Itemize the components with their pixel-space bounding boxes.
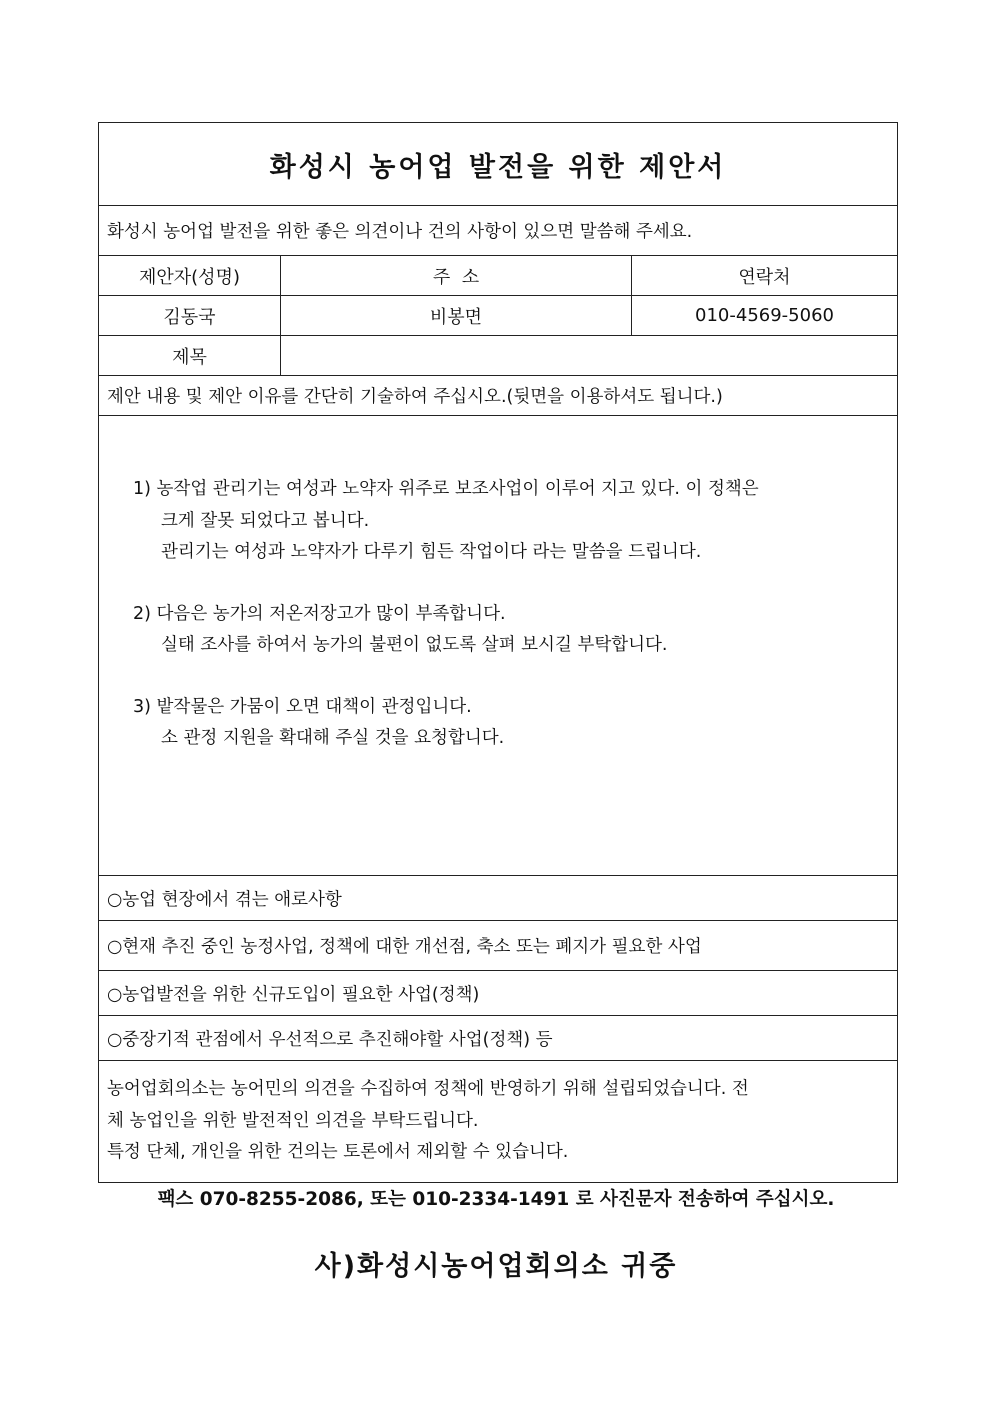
category-text: ○농업 현장에서 겪는 애로사항 — [107, 889, 342, 910]
value-row — [99, 295, 897, 335]
title-row — [99, 123, 897, 205]
proposal-item-3 — [133, 692, 897, 755]
item-line: 1) 농작업 관리기는 여성과 노약자 위주로 보조사업이 이루어 지고 있다. 이 정책은 — [133, 479, 759, 499]
header-row — [99, 255, 897, 295]
proposer-address[interactable]: 비봉면 — [281, 296, 632, 335]
item-line: 3) 밭작물은 가뭄이 오면 대책이 관정입니다. — [133, 696, 472, 717]
item-line: 소 관정 지원을 확대해 주실 것을 요청합니다. — [161, 728, 505, 748]
proposal-content[interactable] — [99, 415, 897, 875]
proposal-form — [98, 122, 898, 1183]
subject-row — [99, 335, 897, 375]
subject-label: 제목 — [99, 336, 281, 375]
note-line: 체 농업인을 위한 발전적인 의견을 부탁드립니다. — [107, 1110, 479, 1131]
category-row-4 — [99, 1015, 897, 1060]
proposer-contact[interactable]: 010-4569-5060 — [695, 305, 834, 326]
intro-text: 화성시 농어업 발전을 위한 좋은 의견이나 건의 사항이 있으면 말씀해 주세요. — [107, 222, 693, 242]
proposal-item-1 — [133, 474, 897, 569]
category-text: ○중장기적 관점에서 우선적으로 추진해야할 사업(정책) 등 — [107, 1029, 553, 1050]
proposal-item-2 — [133, 599, 897, 662]
recipient: 사)화성시농어업회의소 귀중 — [314, 1251, 678, 1282]
instruction-text: 제안 내용 및 제안 이유를 간단히 기술하여 주십시오.(뒷면을 이용하셔도 됩니다.) — [107, 387, 723, 407]
proposer-name[interactable]: 김동국 — [99, 296, 281, 335]
category-text: ○현재 추진 중인 농정사업, 정책에 대한 개선점, 축소 또는 폐지가 필요한 사업 — [107, 937, 702, 957]
item-line: 실태 조사를 하여서 농가의 불편이 없도록 살펴 보시길 부탁합니다. — [161, 635, 668, 655]
instruction-row — [99, 375, 897, 415]
item-line: 관리기는 여성과 노약자가 다루기 힘든 작업이다 라는 말씀을 드립니다. — [161, 542, 702, 562]
item-line: 2) 다음은 농가의 저온저장고가 많이 부족합니다. — [133, 603, 506, 624]
intro-row — [99, 205, 897, 255]
category-row-2 — [99, 920, 897, 970]
header-address: 주 소 — [281, 256, 632, 295]
note-line: 농어업회의소는 농어민의 의견을 수집하여 정책에 반영하기 위해 설립되었습니다. 전 — [107, 1079, 749, 1099]
item-line: 크게 잘못 되었다고 봅니다. — [161, 510, 370, 531]
form-title: 화성시 농어업 발전을 위한 제안서 — [269, 151, 727, 183]
fax-instruction: 팩스 070-8255-2086, 또는 010-2334-1491 로 사진문자 전송하여 주십시오. — [157, 1189, 835, 1210]
header-proposer: 제안자(성명) — [99, 256, 281, 295]
subject-field[interactable] — [281, 336, 897, 375]
header-contact: 연락처 — [738, 266, 791, 288]
note-section — [99, 1060, 897, 1182]
category-row-1 — [99, 875, 897, 920]
category-text: ○농업발전을 위한 신규도입이 필요한 사업(정책) — [107, 984, 480, 1005]
note-line: 특정 단체, 개인을 위한 건의는 토론에서 제외할 수 있습니다. — [107, 1142, 569, 1162]
category-row-3 — [99, 970, 897, 1015]
